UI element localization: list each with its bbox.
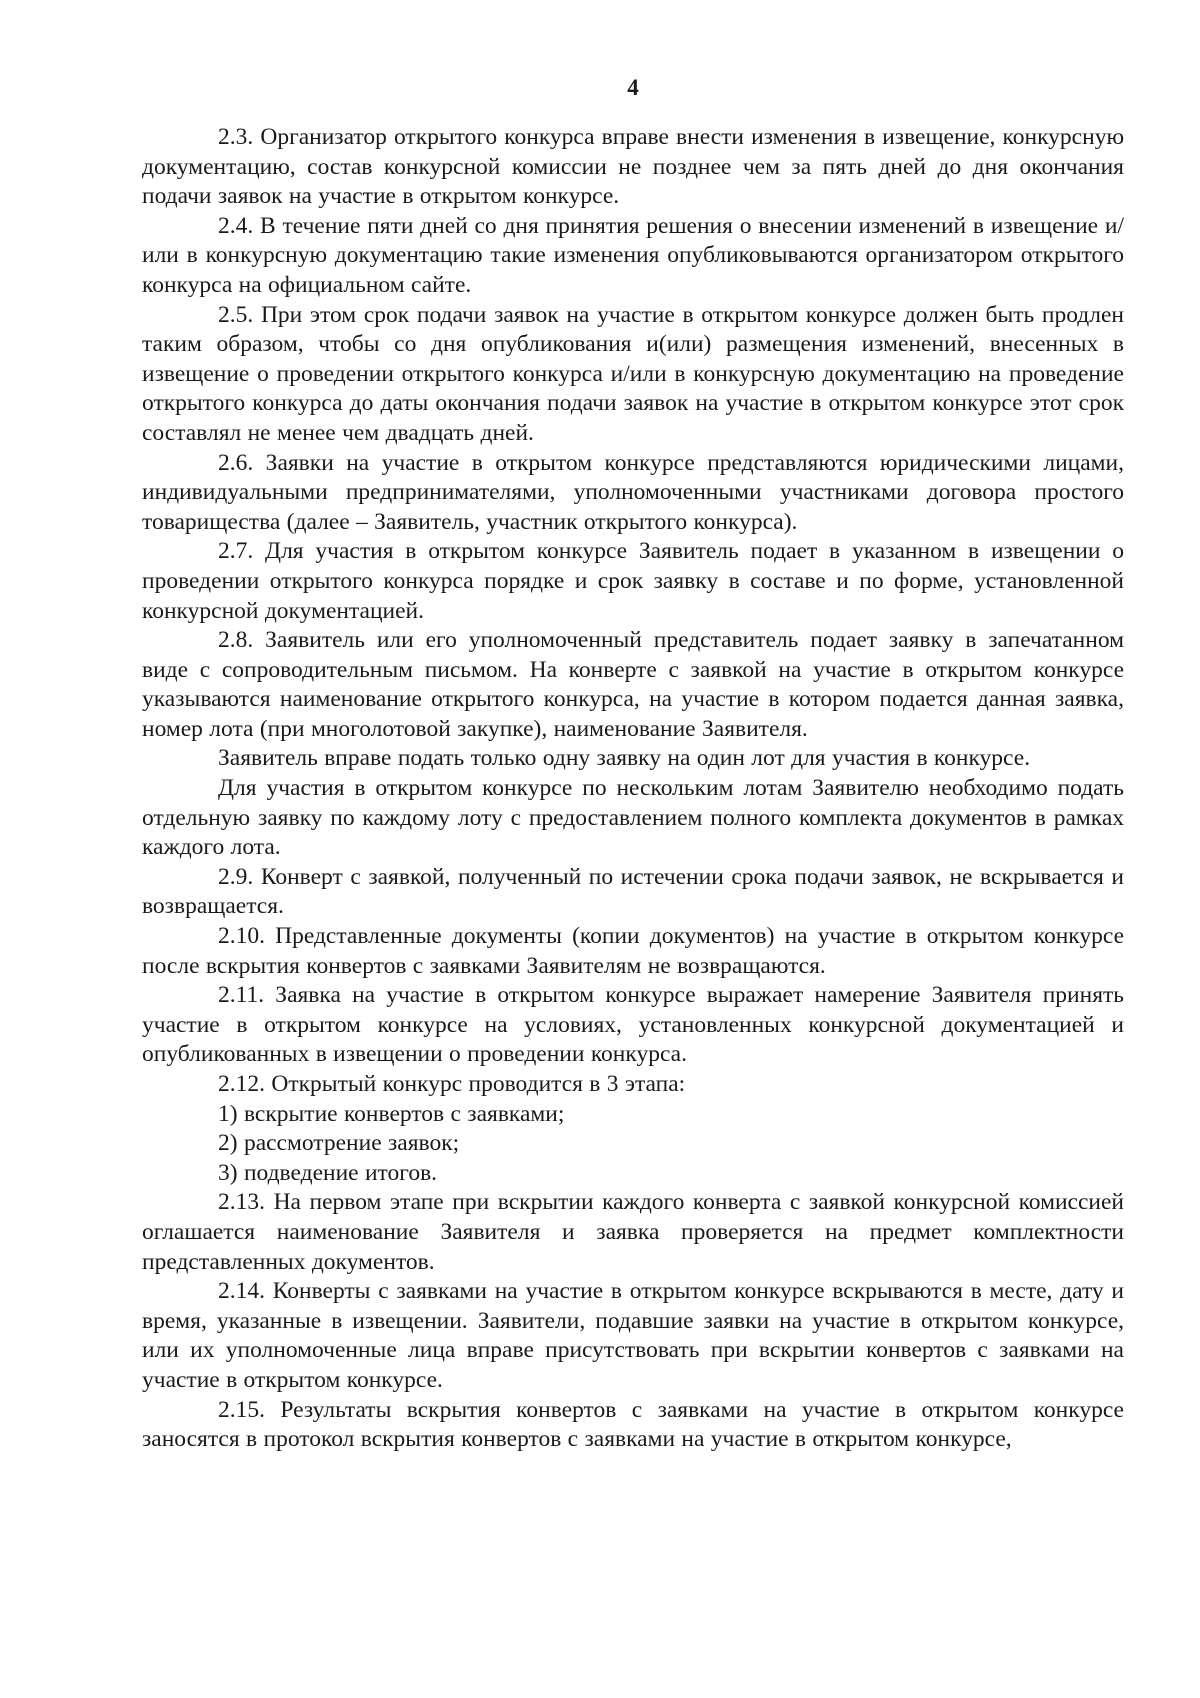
list-item-stage-1: 1) вскрытие конвертов с заявками; [218,1100,565,1127]
paragraph-2-5: 2.5. При этом срок подачи заявок на участие в открытом конкурсе должен быть продлен таким образом, чтобы со дня опубликования и(или) размещения изменений, внесенных в извещение о проведении открытого конкурса и/или в конкурсную документацию на проведение открытого конкурса до даты окончания подачи заявок на участие в открытом конкурсе этот срок составлял не менее чем двадцать дней. [142,301,1124,446]
paragraph-2-4: 2.4. В течение пяти дней со дня принятия решения о внесении изменений в извещение и/или в конкурсную документацию такие изменения опубликовываются организатором открытого конкурса на официальном сайте. [142,212,1124,298]
list-item-stage-3: 3) подведение итогов. [218,1159,438,1186]
paragraph-multiple-lots: Для участия в открытом конкурсе по нескольким лотам Заявителю необходимо подать отдельную заявку по каждому лоту с предоставлением полного комплекта документов в рамках каждого лота. [142,775,1124,861]
paragraph-2-15: 2.15. Результаты вскрытия конвертов с заявками на участие в открытом конкурсе заносятся в протокол вскрытия конвертов с заявками на участие в открытом конкурсе, [142,1396,1124,1453]
paragraph-2-14: 2.14. Конверты с заявками на участие в открытом конкурсе вскрываются в месте, дату и время, указанные в извещении. Заявители, подавшие заявки на участие в открытом конкурсе, или их уполномоченные лица вправе присутствовать при вскрытии конвертов с заявками на участие в открытом конкурсе. [142,1278,1124,1393]
paragraph-2-9: 2.9. Конверт с заявкой, полученный по истечении срока подачи заявок, не вскрывается и возвращается. [142,863,1124,920]
paragraph-2-11: 2.11. Заявка на участие в открытом конкурсе выражает намерение Заявителя принять участие в открытом конкурсе на условиях, установленных конкурсной документацией и опубликованных в извещении о проведении конкурса. [142,982,1124,1068]
paragraph-2-13: 2.13. На первом этапе при вскрытии каждого конверта с заявкой конкурсной комиссией оглашается наименование Заявителя и заявка проверяется на предмет комплектности представленных документов. [142,1189,1124,1275]
page-number: 4 [627,75,639,100]
document-body [142,123,1124,1455]
paragraph-2-12: 2.12. Открытый конкурс проводится в 3 этапа: [218,1071,686,1097]
paragraph-one-application: Заявитель вправе подать только одну заявку на один лот для участия в конкурсе. [218,745,1031,772]
paragraph-2-8: 2.8. Заявитель или его уполномоченный представитель подает заявку в запечатанном виде с сопроводительным письмом. На конверте с заявкой на участие в открытом конкурсе указываются наименование открытого конкурса, на участие в котором подается данная заявка, номер лота (при многолотовой закупке), наименование Заявителя. [142,627,1124,742]
list-item-stage-2: 2) рассмотрение заявок; [218,1130,460,1157]
paragraph-2-3: 2.3. Организатор открытого конкурса вправе внести изменения в извещение, конкурсную документацию, состав конкурсной комиссии не позднее чем за пять дней до дня окончания подачи заявок на участие в открытом конкурсе. [142,124,1124,210]
paragraph-2-10: 2.10. Представленные документы (копии документов) на участие в открытом конкурсе после вскрытия конвертов с заявками Заявителям не возвращаются. [142,923,1124,979]
paragraph-2-7: 2.7. Для участия в открытом конкурсе Заявитель подает в указанном в извещении о проведении открытого конкурса порядке и срок заявку в составе и по форме, установленной конкурсной документацией. [142,538,1124,624]
paragraph-2-6: 2.6. Заявки на участие в открытом конкурсе представляются юридическими лицами, индивидуальными предпринимателями, уполномоченными участниками договора простого товарищества (далее – Заявитель, участник открытого конкурса). [142,449,1124,535]
